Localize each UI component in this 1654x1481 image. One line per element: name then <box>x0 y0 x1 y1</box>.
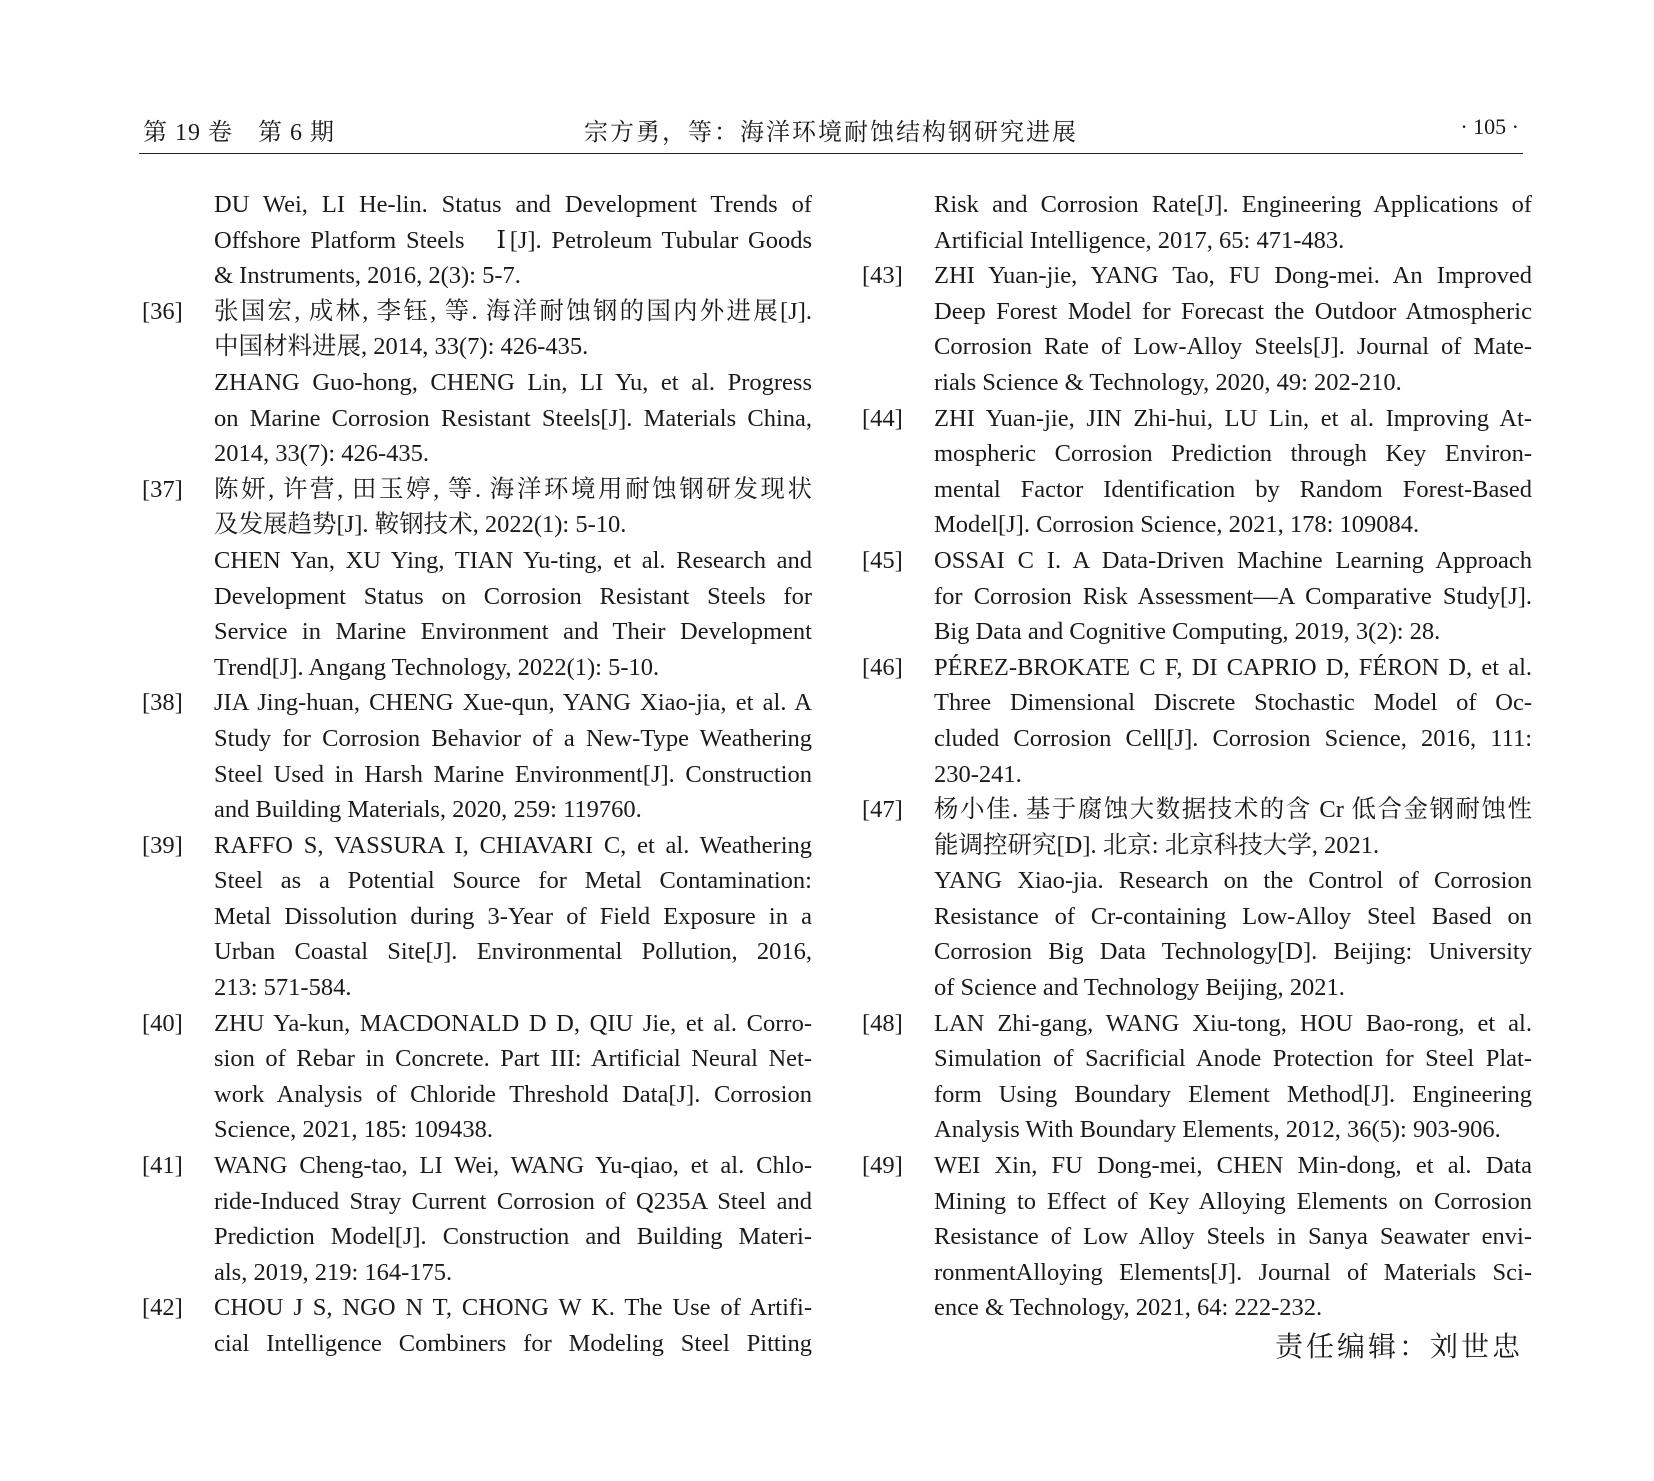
responsible-editor: 责任编辑：刘世忠 <box>1274 1332 1523 1363</box>
reference-line <box>862 472 1532 508</box>
reference-line <box>862 614 1532 650</box>
reference-text: form Using Boundary Element Method[J]. Engineering <box>934 1080 1532 1108</box>
reference-line <box>862 828 1532 864</box>
reference-line <box>142 934 812 970</box>
reference-number: [39] <box>142 831 183 859</box>
reference-text: Model[J]. Corrosion Science, 2021, 178: 109084. <box>934 511 1420 539</box>
article-running-title: 宗方勇，等：海洋环境耐蚀结构钢研究进展 <box>584 120 1078 146</box>
reference-line <box>142 472 812 508</box>
reference-number: [44] <box>862 404 903 432</box>
reference-text: Science, 2021, 185: 109438. <box>214 1116 493 1144</box>
reference-text: 杨小佳. 基于腐蚀大数据技术的含 Cr 低合金钢耐蚀性 <box>934 796 1532 824</box>
reference-text: rials Science & Technology, 2020, 49: 202-210. <box>934 368 1402 396</box>
reference-line <box>862 543 1532 579</box>
reference-text: JIA Jing-huan, CHENG Xue-qun, YANG Xiao-jia, et al. A <box>214 689 812 717</box>
reference-text: ZHANG Guo-hong, CHENG Lin, LI Yu, et al. Progress <box>214 368 812 396</box>
reference-line <box>142 685 812 721</box>
reference-line <box>862 792 1532 828</box>
reference-text: Trend[J]. Angang Technology, 2022(1): 5-10. <box>214 653 660 681</box>
header-rule <box>139 153 1523 154</box>
reference-line <box>862 1148 1532 1184</box>
reference-text: YANG Xiao-jia. Research on the Control of Corrosion <box>934 867 1532 895</box>
reference-text: CHEN Yan, XU Ying, TIAN Yu-ting, et al. Research and <box>214 546 812 574</box>
reference-number: [48] <box>862 1009 903 1037</box>
reference-line <box>142 1290 812 1326</box>
reference-line <box>142 294 812 330</box>
reference-line <box>862 187 1532 223</box>
reference-text: ZHI Yuan-jie, YANG Tao, FU Dong-mei. An Improved <box>934 262 1532 290</box>
reference-text: Offshore Platform Steels Ⅰ[J]. Petroleum Tubular Goods <box>214 226 812 254</box>
reference-line <box>142 507 812 543</box>
reference-line <box>862 899 1532 935</box>
reference-text: Service in Marine Environment and Their Development <box>214 618 812 646</box>
reference-line <box>862 721 1532 757</box>
reference-line <box>862 1219 1532 1255</box>
reference-text: Deep Forest Model for Forecast the Outdoor Atmospheric <box>934 297 1532 325</box>
reference-text: ZHI Yuan-jie, JIN Zhi-hui, LU Lin, et al. Improving At- <box>934 404 1532 432</box>
reference-text: Three Dimensional Discrete Stochastic Model of Oc- <box>934 689 1532 717</box>
reference-text: WEI Xin, FU Dong-mei, CHEN Min-dong, et al. Data <box>934 1152 1532 1180</box>
reference-text: cluded Corrosion Cell[J]. Corrosion Science, 2016, 111: <box>934 724 1532 752</box>
reference-text: and Building Materials, 2020, 259: 119760. <box>214 796 642 824</box>
reference-line <box>142 1219 812 1255</box>
reference-text: 能调控研究[D]. 北京: 北京科技大学, 2021. <box>934 831 1380 859</box>
reference-number: [42] <box>142 1294 183 1322</box>
reference-text: DU Wei, LI He-lin. Status and Development Trends of <box>214 191 812 218</box>
reference-text: 中国材料进展, 2014, 33(7): 426-435. <box>214 333 589 361</box>
reference-line <box>862 1290 1532 1326</box>
reference-text: Mining to Effect of Key Alloying Elements on Corrosion <box>934 1187 1532 1215</box>
reference-line <box>862 223 1532 259</box>
reference-line <box>862 294 1532 330</box>
volume-issue: 第 19 卷 第 6 期 <box>143 120 335 146</box>
reference-text: PÉREZ-BROKATE C F, DI CAPRIO D, FÉRON D, et al. <box>934 653 1532 681</box>
reference-text: Steel Used in Harsh Marine Environment[J]. Construction <box>214 760 812 788</box>
reference-number: [41] <box>142 1152 183 1180</box>
reference-number: [47] <box>862 796 903 824</box>
reference-text: Metal Dissolution during 3-Year of Field Exposure in a <box>214 902 812 930</box>
reference-column-right <box>862 187 1532 1326</box>
reference-number: [49] <box>862 1152 903 1180</box>
running-header <box>139 110 1523 150</box>
reference-text: LAN Zhi-gang, WANG Xiu-tong, HOU Bao-rong, et al. <box>934 1009 1532 1037</box>
reference-text: work Analysis of Chloride Threshold Data[J]. Corrosion <box>214 1080 812 1108</box>
reference-line <box>862 329 1532 365</box>
reference-line <box>142 401 812 437</box>
reference-line <box>862 863 1532 899</box>
reference-line <box>862 1077 1532 1113</box>
reference-text: 213: 571-584. <box>214 974 352 1002</box>
reference-line <box>142 899 812 935</box>
reference-text: sion of Rebar in Concrete. Part III: Artificial Neural Net- <box>214 1045 812 1073</box>
reference-text: mospheric Corrosion Prediction through Key Environ- <box>934 440 1532 468</box>
reference-text: Prediction Model[J]. Construction and Building Materi- <box>214 1223 812 1251</box>
reference-text: Big Data and Cognitive Computing, 2019, 3(2): 28. <box>934 618 1441 646</box>
reference-line <box>862 650 1532 686</box>
reference-text: OSSAI C I. A Data-Driven Machine Learning Approach <box>934 546 1532 574</box>
reference-line <box>142 614 812 650</box>
reference-line <box>142 436 812 472</box>
reference-text: Analysis With Boundary Elements, 2012, 36(5): 903-906. <box>934 1116 1501 1144</box>
reference-line <box>142 757 812 793</box>
reference-text: RAFFO S, VASSURA I, CHIAVARI C, et al. Weathering <box>214 831 812 859</box>
reference-line <box>142 187 812 223</box>
reference-line <box>142 1041 812 1077</box>
reference-text: 及发展趋势[J]. 鞍钢技术, 2022(1): 5-10. <box>214 511 627 539</box>
reference-line <box>142 721 812 757</box>
page-number: · 105 · <box>1460 114 1519 139</box>
reference-text: als, 2019, 219: 164-175. <box>214 1258 453 1286</box>
reference-text: 张国宏, 成林, 李钰, 等. 海洋耐蚀钢的国内外进展[J]. <box>214 297 812 325</box>
reference-text: Risk and Corrosion Rate[J]. Engineering Applications of <box>934 191 1532 218</box>
reference-text: Resistance of Cr-containing Low-Alloy Steel Based on <box>934 902 1532 930</box>
reference-line <box>142 579 812 615</box>
reference-text: for Corrosion Risk Assessment—A Comparative Study[J]. <box>934 582 1532 610</box>
reference-text: 陈妍, 许营, 田玉婷, 等. 海洋环境用耐蚀钢研发现状 <box>214 475 812 503</box>
reference-text: 2014, 33(7): 426-435. <box>214 440 430 468</box>
reference-line <box>862 1006 1532 1042</box>
reference-line <box>142 970 812 1006</box>
reference-line <box>142 1112 812 1148</box>
reference-line <box>142 1148 812 1184</box>
reference-line <box>142 828 812 864</box>
reference-line <box>862 685 1532 721</box>
reference-line <box>142 258 812 294</box>
reference-text: of Science and Technology Beijing, 2021. <box>934 974 1345 1002</box>
reference-line <box>142 1326 812 1362</box>
reference-line <box>142 1255 812 1291</box>
reference-text: 230-241. <box>934 760 1022 788</box>
reference-line <box>862 1112 1532 1148</box>
reference-line <box>862 579 1532 615</box>
reference-line <box>862 757 1532 793</box>
reference-text: Urban Coastal Site[J]. Environmental Pollution, 2016, <box>214 938 812 966</box>
reference-line <box>142 543 812 579</box>
reference-line <box>862 436 1532 472</box>
reference-line <box>862 1184 1532 1220</box>
reference-line <box>862 401 1532 437</box>
reference-text: ZHU Ya-kun, MACDONALD D D, QIU Jie, et al. Corro- <box>214 1009 812 1037</box>
reference-number: [45] <box>862 546 903 574</box>
reference-text: CHOU J S, NGO N T, CHONG W K. The Use of Artifi- <box>214 1294 812 1322</box>
reference-column-left <box>142 187 812 1362</box>
reference-line <box>862 1041 1532 1077</box>
reference-line <box>142 792 812 828</box>
reference-line <box>142 223 812 259</box>
reference-text: WANG Cheng-tao, LI Wei, WANG Yu-qiao, et al. Chlo- <box>214 1152 812 1180</box>
reference-number: [46] <box>862 653 903 681</box>
reference-text: mental Factor Identification by Random Forest-Based <box>934 475 1532 503</box>
reference-line <box>142 863 812 899</box>
reference-line <box>142 650 812 686</box>
reference-number: [37] <box>142 475 183 503</box>
reference-text: Artificial Intelligence, 2017, 65: 471-483. <box>934 226 1345 254</box>
reference-text: Development Status on Corrosion Resistant Steels for <box>214 582 812 610</box>
reference-text: on Marine Corrosion Resistant Steels[J]. Materials China, <box>214 404 812 432</box>
reference-text: & Instruments, 2016, 2(3): 5-7. <box>214 262 521 290</box>
reference-text: Corrosion Big Data Technology[D]. Beijing: University <box>934 938 1532 966</box>
reference-number: [38] <box>142 689 183 717</box>
reference-line <box>862 258 1532 294</box>
reference-number: [43] <box>862 262 903 290</box>
reference-line <box>142 1006 812 1042</box>
reference-text: Steel as a Potential Source for Metal Contamination: <box>214 867 812 895</box>
reference-line <box>142 365 812 401</box>
reference-text: Simulation of Sacrificial Anode Protection for Steel Plat- <box>934 1045 1532 1073</box>
reference-number: [36] <box>142 297 183 325</box>
reference-number: [40] <box>142 1009 183 1037</box>
reference-text: ride-Induced Stray Current Corrosion of Q235A Steel and <box>214 1187 812 1215</box>
reference-line <box>142 1184 812 1220</box>
reference-text: Resistance of Low Alloy Steels in Sanya Seawater envi- <box>934 1223 1532 1251</box>
reference-line <box>862 1255 1532 1291</box>
reference-text: ronmentAlloying Elements[J]. Journal of Materials Sci- <box>934 1258 1532 1286</box>
reference-text: ence & Technology, 2021, 64: 222-232. <box>934 1294 1323 1322</box>
reference-line <box>862 970 1532 1006</box>
reference-text: cial Intelligence Combiners for Modeling Steel Pitting <box>214 1330 812 1357</box>
reference-line <box>862 365 1532 401</box>
reference-line <box>862 934 1532 970</box>
reference-line <box>862 507 1532 543</box>
reference-text: Corrosion Rate of Low-Alloy Steels[J]. Journal of Mate- <box>934 333 1532 361</box>
reference-line <box>142 1077 812 1113</box>
reference-line <box>142 329 812 365</box>
reference-text: Study for Corrosion Behavior of a New-Type Weathering <box>214 724 812 752</box>
